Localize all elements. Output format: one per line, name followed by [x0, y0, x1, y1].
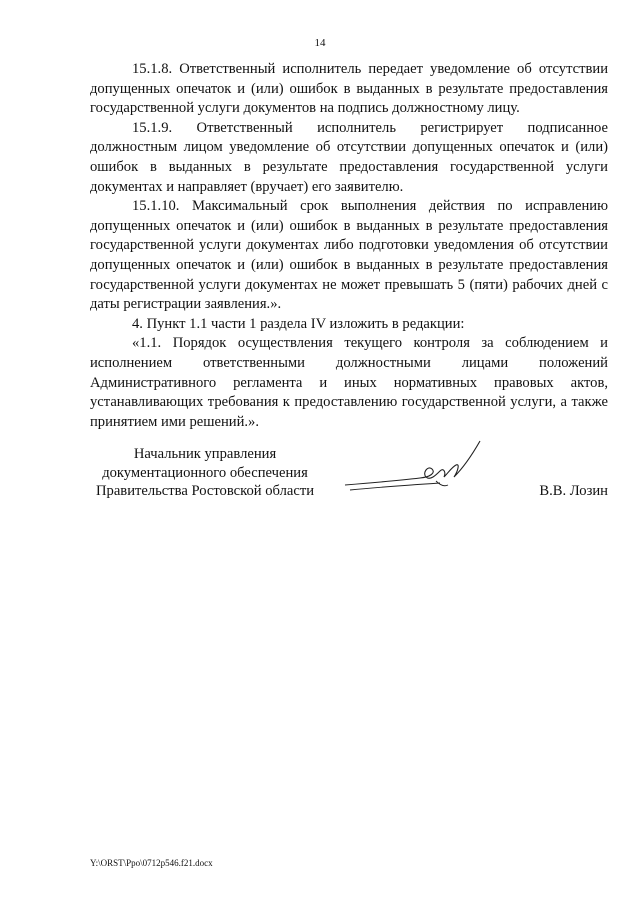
signature-block — [90, 445, 608, 515]
paragraph-15-1-10: 15.1.10. Максимальный срок выполнения действия по исправлению допущенных опечаток и (или) ошибок в выданных в результате предоставления государственной услуги документах либо подготовки уведомления об отсутствии допущенных опечаток и (или) ошибок в выданных в результате предоставления государственной услуги документах не может превышать 5 (пяти) рабочих дней с даты регистрации заявления.». — [90, 198, 608, 313]
handwritten-signature — [340, 433, 490, 503]
signatory-name: В.В. Лозин — [539, 483, 608, 499]
signatory-title-line: Начальник управления — [133, 446, 277, 462]
signatory-title — [90, 445, 320, 501]
paragraph-1-1: «1.1. Порядок осуществления текущего контроля за соблюдением и исполнением ответственными должностными лицами положений Административного регламента и иных нормативных правовых актов, устанавливающих требования к предоставлению государственной услуги, а также принятием ими решений.». — [90, 335, 608, 430]
paragraph-15-1-9: 15.1.9. Ответственный исполнитель регистрирует подписанное должностным лицом уведомление об отсутствии допущенных опечаток и (или) ошибок в выданных в результате предоставления государственной услуги документах и направляет (вручает) его заявителю. — [90, 119, 608, 195]
document-body — [90, 60, 608, 432]
paragraph-item-4: 4. Пункт 1.1 части 1 раздела IV изложить в редакции: — [132, 315, 465, 332]
paragraph-15-1-8: 15.1.8. Ответственный исполнитель передает уведомление об отсутствии допущенных опечаток и (или) ошибок в выданных в результате предоставления государственной услуги документов на подпись должностному лицу. — [90, 61, 608, 117]
signatory-title-line: Правительства Ростовской области — [95, 483, 315, 500]
signatory-title-line: документационного обеспечения — [102, 464, 308, 481]
file-path-footer: Y:\ORST\Ppo\0712p546.f21.docx — [90, 858, 213, 868]
page-number: 14 — [314, 37, 326, 49]
